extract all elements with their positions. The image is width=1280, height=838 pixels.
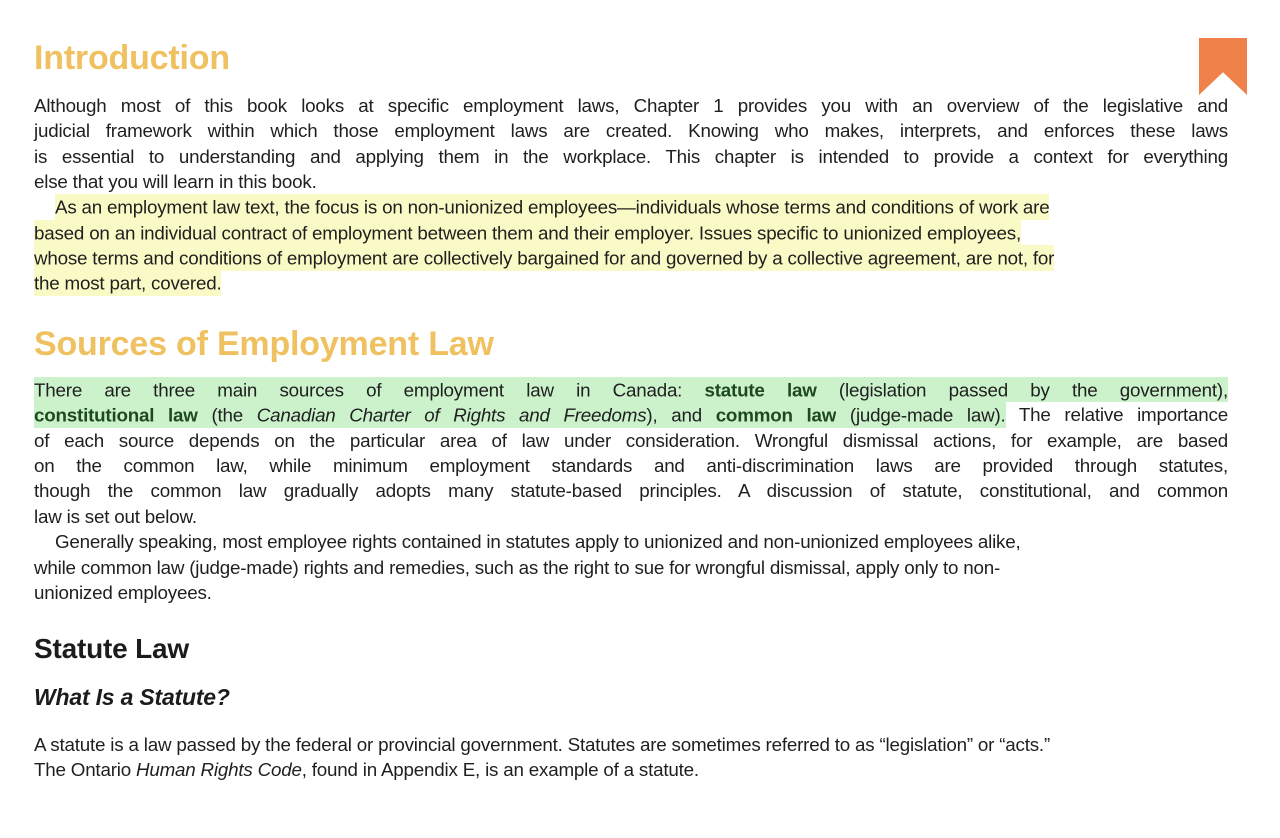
text-segment: is essential to understanding and applying them in the workplace. This chapter is intended to provide a context for everything	[34, 145, 1228, 167]
text-segment: else that you will learn in this book.	[34, 171, 317, 193]
paragraph-intro-overview	[34, 93, 1228, 195]
text-line	[34, 478, 1228, 503]
text-line	[34, 220, 1228, 245]
text-segment: on the common law, while minimum employment standards and anti-discrimination laws are provided through statutes,	[34, 455, 1228, 477]
highlight-segment[interactable]: (the	[198, 402, 257, 428]
highlight-segment[interactable]: There are three main sources of employment law in Canada:	[34, 377, 705, 403]
text-segment: law is set out below.	[34, 505, 197, 527]
text-line	[34, 377, 1228, 402]
paragraph-statute-definition	[34, 732, 1228, 783]
text-line	[34, 453, 1228, 478]
text-segment: Although most of this book looks at specific employment laws, Chapter 1 provides you with an overview of the legislative and	[34, 94, 1228, 116]
paragraph-three-sources-highlighted	[34, 377, 1228, 529]
highlight-segment[interactable]: constitutional law	[34, 402, 198, 428]
text-segment: though the common law gradually adopts many statute-based principles. A discussion of statute, constitutional, and common	[34, 480, 1228, 502]
section-heading-sources-of-employment-law: Sources of Employment Law	[34, 325, 494, 364]
section-heading-introduction: Introduction	[34, 39, 230, 77]
highlight-segment[interactable]: (judge-made law).	[836, 402, 1005, 428]
text-line	[34, 757, 1228, 782]
text-line	[34, 93, 1228, 118]
highlight-segment[interactable]: Canadian Charter of Rights and Freedoms	[257, 402, 647, 428]
text-segment: Human Rights Code	[136, 759, 302, 781]
paragraph-statute-vs-common-law-rights	[34, 529, 1228, 605]
subsection-heading-what-is-a-statute: What Is a Statute?	[34, 684, 230, 711]
text-line	[34, 118, 1228, 143]
text-line	[34, 271, 1228, 296]
highlight-segment[interactable]: statute law	[705, 377, 817, 403]
text-segment: , found in Appendix E, is an example of a statute.	[301, 759, 699, 781]
text-segment: The relative importance	[1005, 404, 1228, 426]
highlight-segment[interactable]: the most part, covered.	[34, 270, 221, 296]
highlight-segment[interactable]: common law	[716, 402, 836, 428]
text-line	[34, 428, 1228, 453]
highlight-segment[interactable]: whose terms and conditions of employment are collectively bargained for and governed by a collective agreement, are not, for	[34, 245, 1054, 271]
text-segment: A statute is a law passed by the federal or provincial government. Statutes are sometimes referred to as “legislation” or “acts.”	[34, 733, 1050, 755]
text-line	[34, 144, 1228, 169]
text-line	[34, 194, 1228, 219]
text-segment: judicial framework within which those employment laws are created. Knowing who makes, interprets, and enforces these laws	[34, 120, 1228, 142]
text-segment: Generally speaking, most employee rights contained in statutes apply to unionized and non-unionized employees alike,	[55, 531, 1021, 553]
text-segment: of each source depends on the particular area of law under consideration. Wrongful dismissal actions, for example, are based	[34, 429, 1228, 451]
highlight-segment[interactable]: ), and	[646, 402, 715, 428]
text-line	[34, 580, 1228, 605]
text-segment: unionized employees.	[34, 582, 212, 604]
text-segment: while common law (judge-made) rights and remedies, such as the right to sue for wrongful dismissal, apply only to non-	[34, 556, 1001, 578]
highlight-segment[interactable]: As an employment law text, the focus is on non-unionized employees—individuals whose terms and conditions of work are	[55, 194, 1049, 220]
text-line	[34, 402, 1228, 427]
text-line	[34, 245, 1228, 270]
text-segment: The Ontario	[34, 759, 136, 781]
highlight-segment[interactable]: (legislation passed by the government),	[817, 377, 1228, 403]
highlight-segment[interactable]: based on an individual contract of employment between them and their employer. Issues specific to unionized employees,	[34, 220, 1021, 246]
text-line	[34, 555, 1228, 580]
text-line	[34, 169, 1228, 194]
subsection-heading-statute-law: Statute Law	[34, 632, 189, 664]
text-line	[34, 504, 1228, 529]
text-line	[34, 732, 1228, 757]
paragraph-non-unionized-highlighted	[34, 194, 1228, 296]
text-line	[34, 529, 1228, 554]
book-page	[0, 38, 1280, 783]
